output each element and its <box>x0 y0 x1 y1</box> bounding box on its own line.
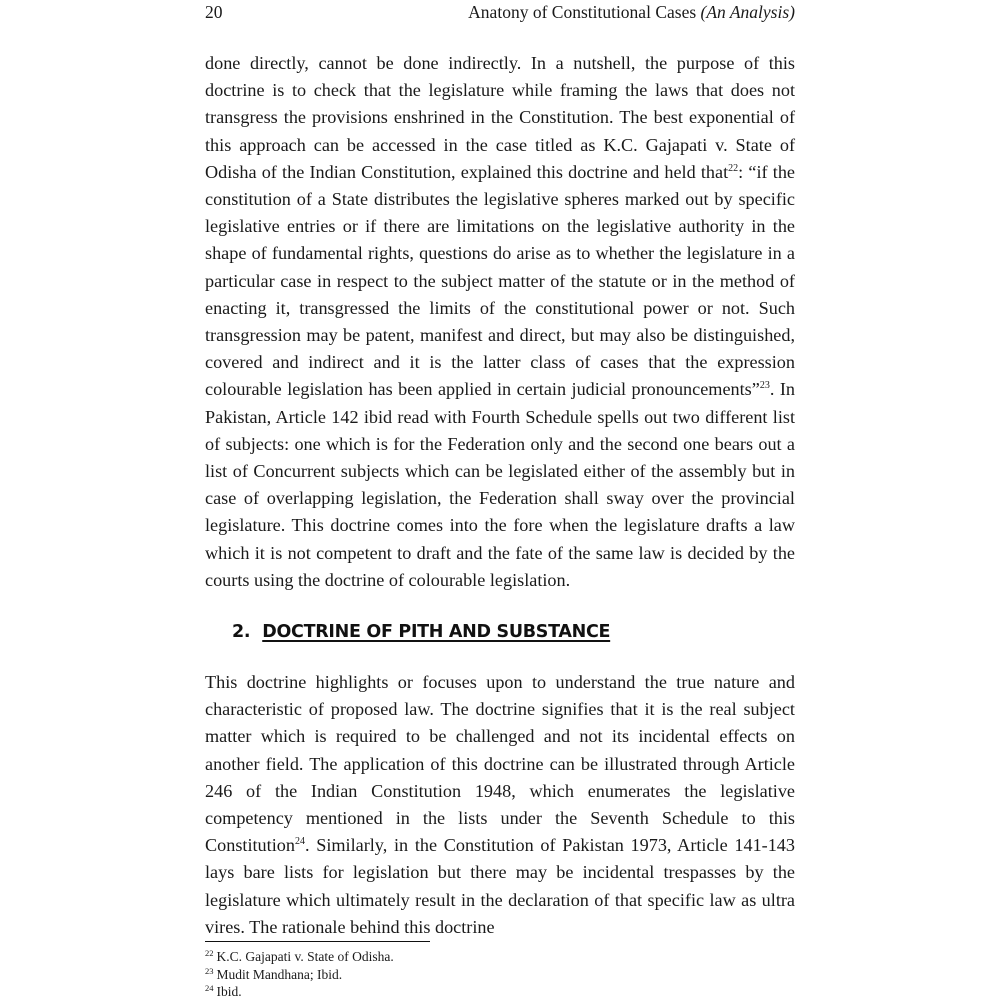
running-header <box>205 0 795 24</box>
footnote-text: Ibid. <box>216 984 242 999</box>
body-paragraph-pith-and-substance <box>205 669 795 941</box>
footnotes <box>205 948 605 1001</box>
section-number: 2. <box>232 622 251 642</box>
paragraph-text: This doctrine highlights or focuses upon to understand the true nature and characteristic of proposed law. The doctrine signifies that it is the real subject matter which is required to be challenged and not its incidental effects on another field. The application of this doctrine can be illustrated through Article 246 of the Indian Constitution 1948, which enumerates the legislative competency mentioned in the lists under the Seventh Schedule to this Constitution <box>205 672 795 856</box>
paragraph-text: . In Pakistan, Article 142 ibid read with Fourth Schedule spells out two different list of subjects: one which is for the Federation only and the second one bears out a list of Concurrent subjects which can be legislated either of the assembly but in case of overlapping legislation, the Federation shall sway over the provincial legislature. This doctrine comes into the fore when the legislature drafts a law which it is not competent to draft and the fate of the same law is decided by the courts using the doctrine of colourable legislation. <box>205 379 795 590</box>
book-title <box>468 0 795 24</box>
page-number: 20 <box>205 2 223 22</box>
footnote-text: Mudit Mandhana; Ibid. <box>216 966 343 982</box>
footnote-text: K.C. Gajapati v. State of Odisha. <box>216 949 394 964</box>
book-title-main: Anatony of Constitutional Cases <box>468 2 697 22</box>
footnote-marker: 24 <box>205 983 214 993</box>
paragraph-text: : “if the constitution of a State distributes the legislative spheres marked out by specific legislative entries or if there are limitations on the legislative authority in the shape of fundamental rights, questions do arise as to whether the legislature in a particular case in respect to the subject matter of the statute or in the method of enacting it, transgressed the limits of the constitutional power or not. Such transgression may be patent, manifest and direct, but may also be distinguished, covered and indirect and it is the latter class of cases that the expression colourable legislation has been applied in certain judicial pronouncements” <box>205 161 795 400</box>
section-heading <box>232 619 610 645</box>
book-subtitle: (An Analysis) <box>700 2 795 22</box>
footnote-ref-23[interactable]: 23 <box>759 380 770 392</box>
footnote-ref-22[interactable]: 22 <box>728 162 739 174</box>
footnote-ref-24[interactable]: 24 <box>294 836 305 848</box>
section-title: DOCTRINE OF PITH AND SUBSTANCE <box>262 622 611 642</box>
footnote-marker: 23 <box>205 965 214 976</box>
paragraph-text: . Similarly, in the Constitution of Pakistan 1973, Article 141-143 lays bare lists for legislation but there may be incidental trespasses by the legislature which ultimately result in the declaration of that specific law as ultra vires. The rationale behind this doctrine <box>205 835 795 937</box>
footnote-23 <box>205 966 605 984</box>
footnote-marker: 22 <box>205 948 214 958</box>
footnote-24 <box>205 983 605 1001</box>
paragraph-text: done directly, cannot be done indirectly. In a nutshell, the purpose of this doctrine is to check that the legislature while framing the laws that does not transgress the provisions enshrined in the Constitution. The best exponential of this approach can be accessed in the case titled as K.C. Gajapati v. State of Odisha of the Indian Constitution, explained this doctrine and held that <box>205 53 795 182</box>
body-paragraph-colourable-legislation <box>205 50 795 594</box>
footnote-divider <box>205 941 430 942</box>
footnote-22 <box>205 948 605 966</box>
